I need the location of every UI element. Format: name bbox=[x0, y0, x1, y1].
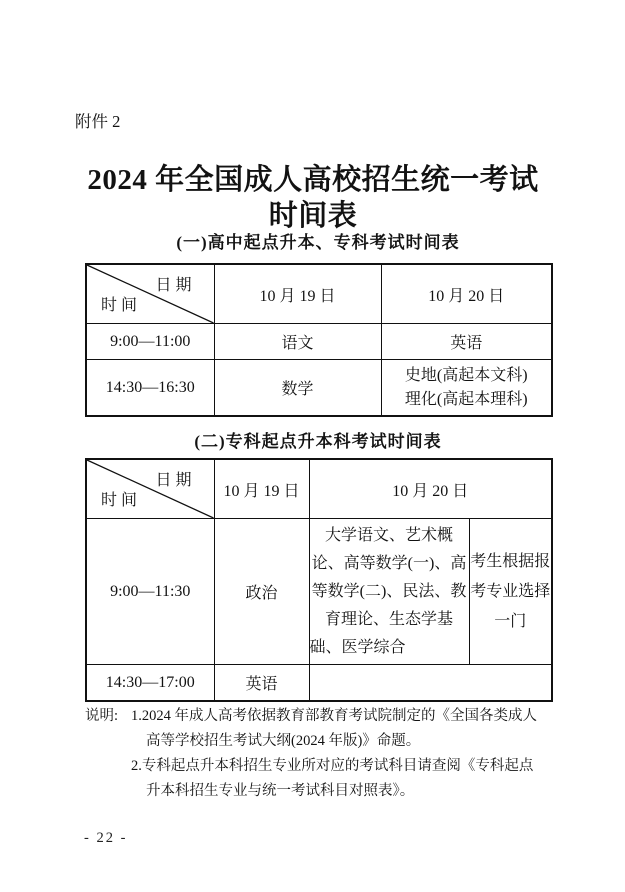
corner-time-label: 时 间 bbox=[101, 297, 138, 314]
page-number: - 22 - bbox=[84, 830, 128, 846]
empty-cell bbox=[309, 665, 552, 702]
table-row bbox=[86, 665, 552, 702]
column-header-oct20: 10 月 20 日 bbox=[309, 459, 552, 519]
time-cell: 14:30—16:30 bbox=[86, 360, 214, 417]
column-header-oct19: 10 月 19 日 bbox=[214, 459, 309, 519]
corner-cell bbox=[86, 459, 214, 519]
corner-date-label: 日 期 bbox=[155, 277, 192, 294]
notes-label: 说明: bbox=[85, 708, 119, 724]
attachment-label: 附件 2 bbox=[75, 112, 121, 131]
page-title: 2024 年全国成人高校招生统一考试时间表 bbox=[87, 164, 539, 232]
corner-date-label: 日 期 bbox=[155, 472, 192, 489]
corner-cell bbox=[86, 264, 214, 324]
time-cell: 14:30—17:00 bbox=[86, 665, 214, 702]
notes-block bbox=[85, 704, 555, 804]
table2-caption: (二)专科起点升本科考试时间表 bbox=[194, 432, 442, 451]
note-item: 2.专科起点升本科招生专业所对应的考试科目请查阅《专科起点升本科招生专业与统一考试科目对照表》。 bbox=[131, 758, 534, 799]
note-item: 1.2024 年成人高考依据教育部教育考试院制定的《全国各类成人高等学校招生考试大纲(2024 年版)》命题。 bbox=[131, 708, 537, 749]
notes-items bbox=[131, 704, 547, 804]
subject-cell: 英语 bbox=[214, 665, 309, 702]
column-header-oct20: 10 月 20 日 bbox=[381, 264, 552, 324]
corner-time-label: 时 间 bbox=[101, 492, 138, 509]
choose-one-note-cell: 考生根据报考专业选择一门 bbox=[469, 519, 552, 665]
subject-line: 理化(高起本理科) bbox=[404, 390, 528, 408]
exam-table-college-entry bbox=[85, 458, 553, 702]
table-row bbox=[86, 360, 552, 417]
exam-table-highschool-entry bbox=[85, 263, 553, 417]
time-cell: 9:00—11:30 bbox=[86, 519, 214, 665]
subject-cell: 政治 bbox=[214, 519, 309, 665]
table-header-row bbox=[86, 459, 552, 519]
subject-cell: 语文 bbox=[214, 324, 381, 360]
table-header-row bbox=[86, 264, 552, 324]
table-row bbox=[86, 324, 552, 360]
time-cell: 9:00—11:00 bbox=[86, 324, 214, 360]
subject-cell bbox=[381, 360, 552, 417]
subject-line: 史地(高起本文科) bbox=[404, 366, 528, 384]
subject-cell: 数学 bbox=[214, 360, 381, 417]
column-header-oct19: 10 月 19 日 bbox=[214, 264, 381, 324]
subject-cell: 英语 bbox=[381, 324, 552, 360]
table1-caption: (一)高中起点升本、专科考试时间表 bbox=[176, 233, 460, 252]
table-row bbox=[86, 519, 552, 665]
subject-options-cell: 大学语文、艺术概论、高等数学(一)、高等数学(二)、民法、教育理论、生态学基础、医学综合 bbox=[309, 519, 469, 665]
